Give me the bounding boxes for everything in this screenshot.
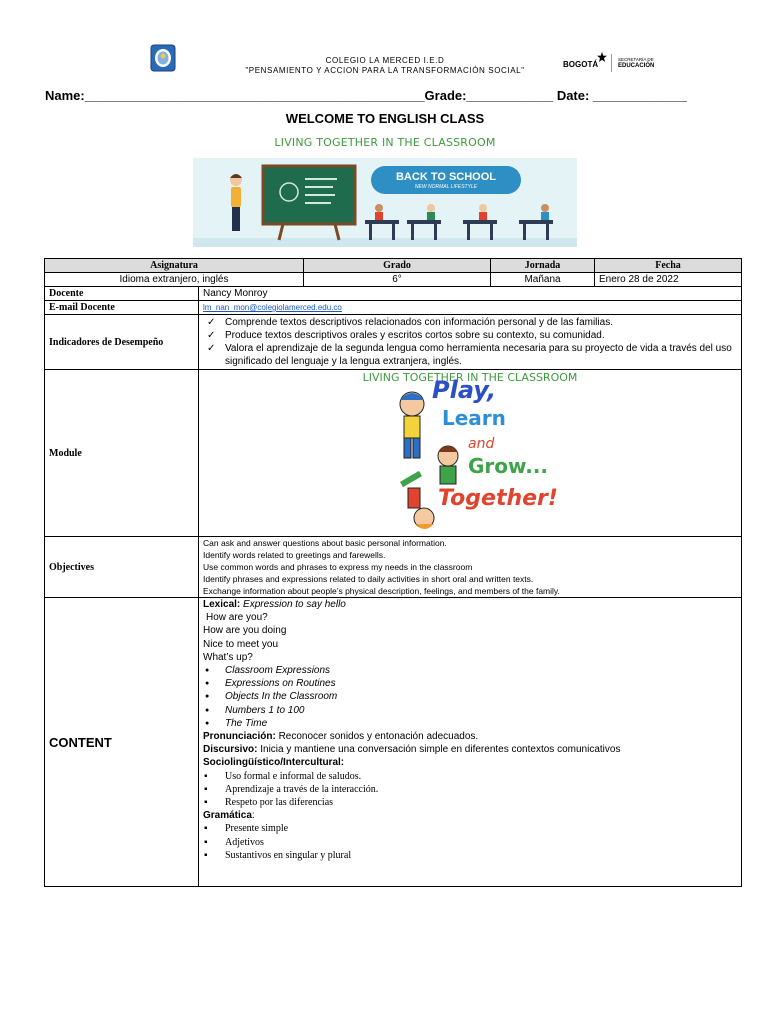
- value-date: Enero 28 de 2022: [595, 273, 742, 287]
- objective-item: Can ask and answer questions about basic personal information.: [203, 538, 447, 548]
- bogota-star-icon: [597, 52, 607, 62]
- content-cell: [199, 598, 742, 887]
- phrase-item: How are you?: [206, 612, 268, 624]
- art-play: Play,: [432, 376, 497, 404]
- discourse-label: Discursivo:: [203, 744, 258, 756]
- play-learn-grow-illustration: [390, 376, 558, 534]
- grammar-label: Gramática: [203, 810, 252, 822]
- header-grade: Grado: [304, 259, 491, 273]
- pronunciation-label: Pronunciación:: [203, 731, 276, 743]
- phrase-item: How are you doing: [203, 625, 287, 637]
- grammar-item: ▪ Presente simple: [203, 822, 737, 835]
- logo-secretaria-text: SECRETARÍA DE: [618, 57, 654, 62]
- art-and: and: [468, 436, 495, 452]
- bogota-logo-text: BOGOTÁ: [563, 60, 599, 69]
- email-label: E-mail Docente: [45, 301, 199, 315]
- art-together: Together!: [438, 486, 558, 511]
- module-title: LIVING TOGETHER IN THE CLASSROOM: [362, 371, 578, 384]
- value-subject: Idioma extranjero, inglés: [45, 273, 304, 287]
- objective-item: Identify phrases and expressions related to daily activities in short oral and written texts.: [203, 574, 534, 584]
- indicator-item: ✓ Comprende textos descriptivos relacionados con información personal y de las familias.: [203, 316, 737, 329]
- school-motto: "PENSAMIENTO Y ACCION PARA LA TRANSFORMACIÓN SOCIAL": [245, 66, 525, 75]
- topic-item: ● Objects In the Classroom: [203, 690, 737, 703]
- value-shift: Mañana: [491, 273, 595, 287]
- objective-item: Exchange information about people’s physical description, feelings, and members of the family.: [203, 586, 560, 596]
- socio-item: ▪ Aprendizaje a través de la interacción.: [203, 783, 737, 796]
- socio-item: ▪ Uso formal e informal de saludos.: [203, 770, 737, 783]
- content-label: CONTENT: [45, 598, 199, 887]
- teacher-email-link[interactable]: lm_nan_mon@colegiolamerced.edu.co: [203, 303, 342, 312]
- lexical-title: Expression to say hello: [243, 599, 346, 610]
- module-label: Module: [45, 370, 199, 537]
- lesson-plan-table: [44, 258, 742, 887]
- lexical-label: Lexical:: [203, 599, 241, 610]
- art-learn: Learn: [442, 406, 506, 430]
- objective-item: Identify words related to greetings and farewells.: [203, 550, 386, 560]
- teacher-name: Nancy Monroy: [199, 287, 742, 301]
- back-to-school-banner: [193, 158, 577, 247]
- indicator-item: ✓ Valora el aprendizaje de la segunda lengua como herramienta necesaria para su proyecto de vida a través del uso significado del lenguaje y la lengua extranjera, inglés.: [203, 342, 737, 368]
- page-title: WELCOME TO ENGLISH CLASS: [285, 111, 485, 126]
- topic-item: ● The Time: [203, 717, 737, 730]
- socio-label: Sociolingüístico/Intercultural:: [203, 757, 345, 769]
- logo-education-text: EDUCACIÓN: [618, 63, 655, 69]
- pronunciation-text: Reconocer sonidos y entonación adecuados.: [278, 731, 479, 743]
- school-name: COLEGIO LA MERCED I.E.D: [325, 56, 445, 65]
- lexical-line: [203, 598, 737, 611]
- discourse-text: Inicia y mantiene una conversación simple en diferentes contextos comunicativos: [260, 744, 621, 756]
- pronunciation-line: [203, 730, 737, 743]
- phrase-item: Nice to meet you: [203, 638, 279, 650]
- socio-item: ▪ Respeto por las diferencias: [203, 796, 737, 809]
- header-date: Fecha: [595, 259, 742, 273]
- topic-item: ● Numbers 1 to 100: [203, 704, 737, 717]
- art-grow: Grow...: [468, 454, 549, 478]
- banner-heading: BACK TO SCHOOL: [395, 171, 497, 183]
- teacher-label: Docente: [45, 287, 199, 301]
- phrase-item: What’s up?: [203, 651, 253, 663]
- indicators-label: Indicadores de Desempeño: [45, 315, 199, 370]
- grammar-item: ▪ Adjetivos: [203, 836, 737, 849]
- banner-subheading: NEW NORMAL LIFESTYLE: [414, 184, 478, 190]
- header-shift: Jornada: [491, 259, 595, 273]
- student-info-line: Name:_______________________________________________Grade:____________ Date: _____________: [45, 88, 687, 103]
- objective-item: Use common words and phrases to express my needs in the classroom: [203, 562, 473, 572]
- topic-item: ● Classroom Expressions: [203, 664, 737, 677]
- value-grade: 6°: [304, 273, 491, 287]
- grammar-item: ▪ Sustantivos en singular y plural: [203, 849, 737, 862]
- grammar-line: Gramática:: [203, 810, 255, 822]
- indicators-list: [203, 316, 737, 368]
- page-subtitle: LIVING TOGETHER IN THE CLASSROOM: [274, 136, 496, 149]
- bogota-education-logo: [563, 52, 673, 74]
- objectives-label: Objectives: [45, 537, 199, 598]
- header-subject: Asignatura: [45, 259, 304, 273]
- logo-divider: [611, 54, 612, 72]
- indicator-item: ✓ Produce textos descriptivos orales y escritos cortos sobre su contexto, su comunidad.: [203, 329, 737, 342]
- topic-item: ● Expressions on Routines: [203, 677, 737, 690]
- discourse-line: [203, 743, 737, 756]
